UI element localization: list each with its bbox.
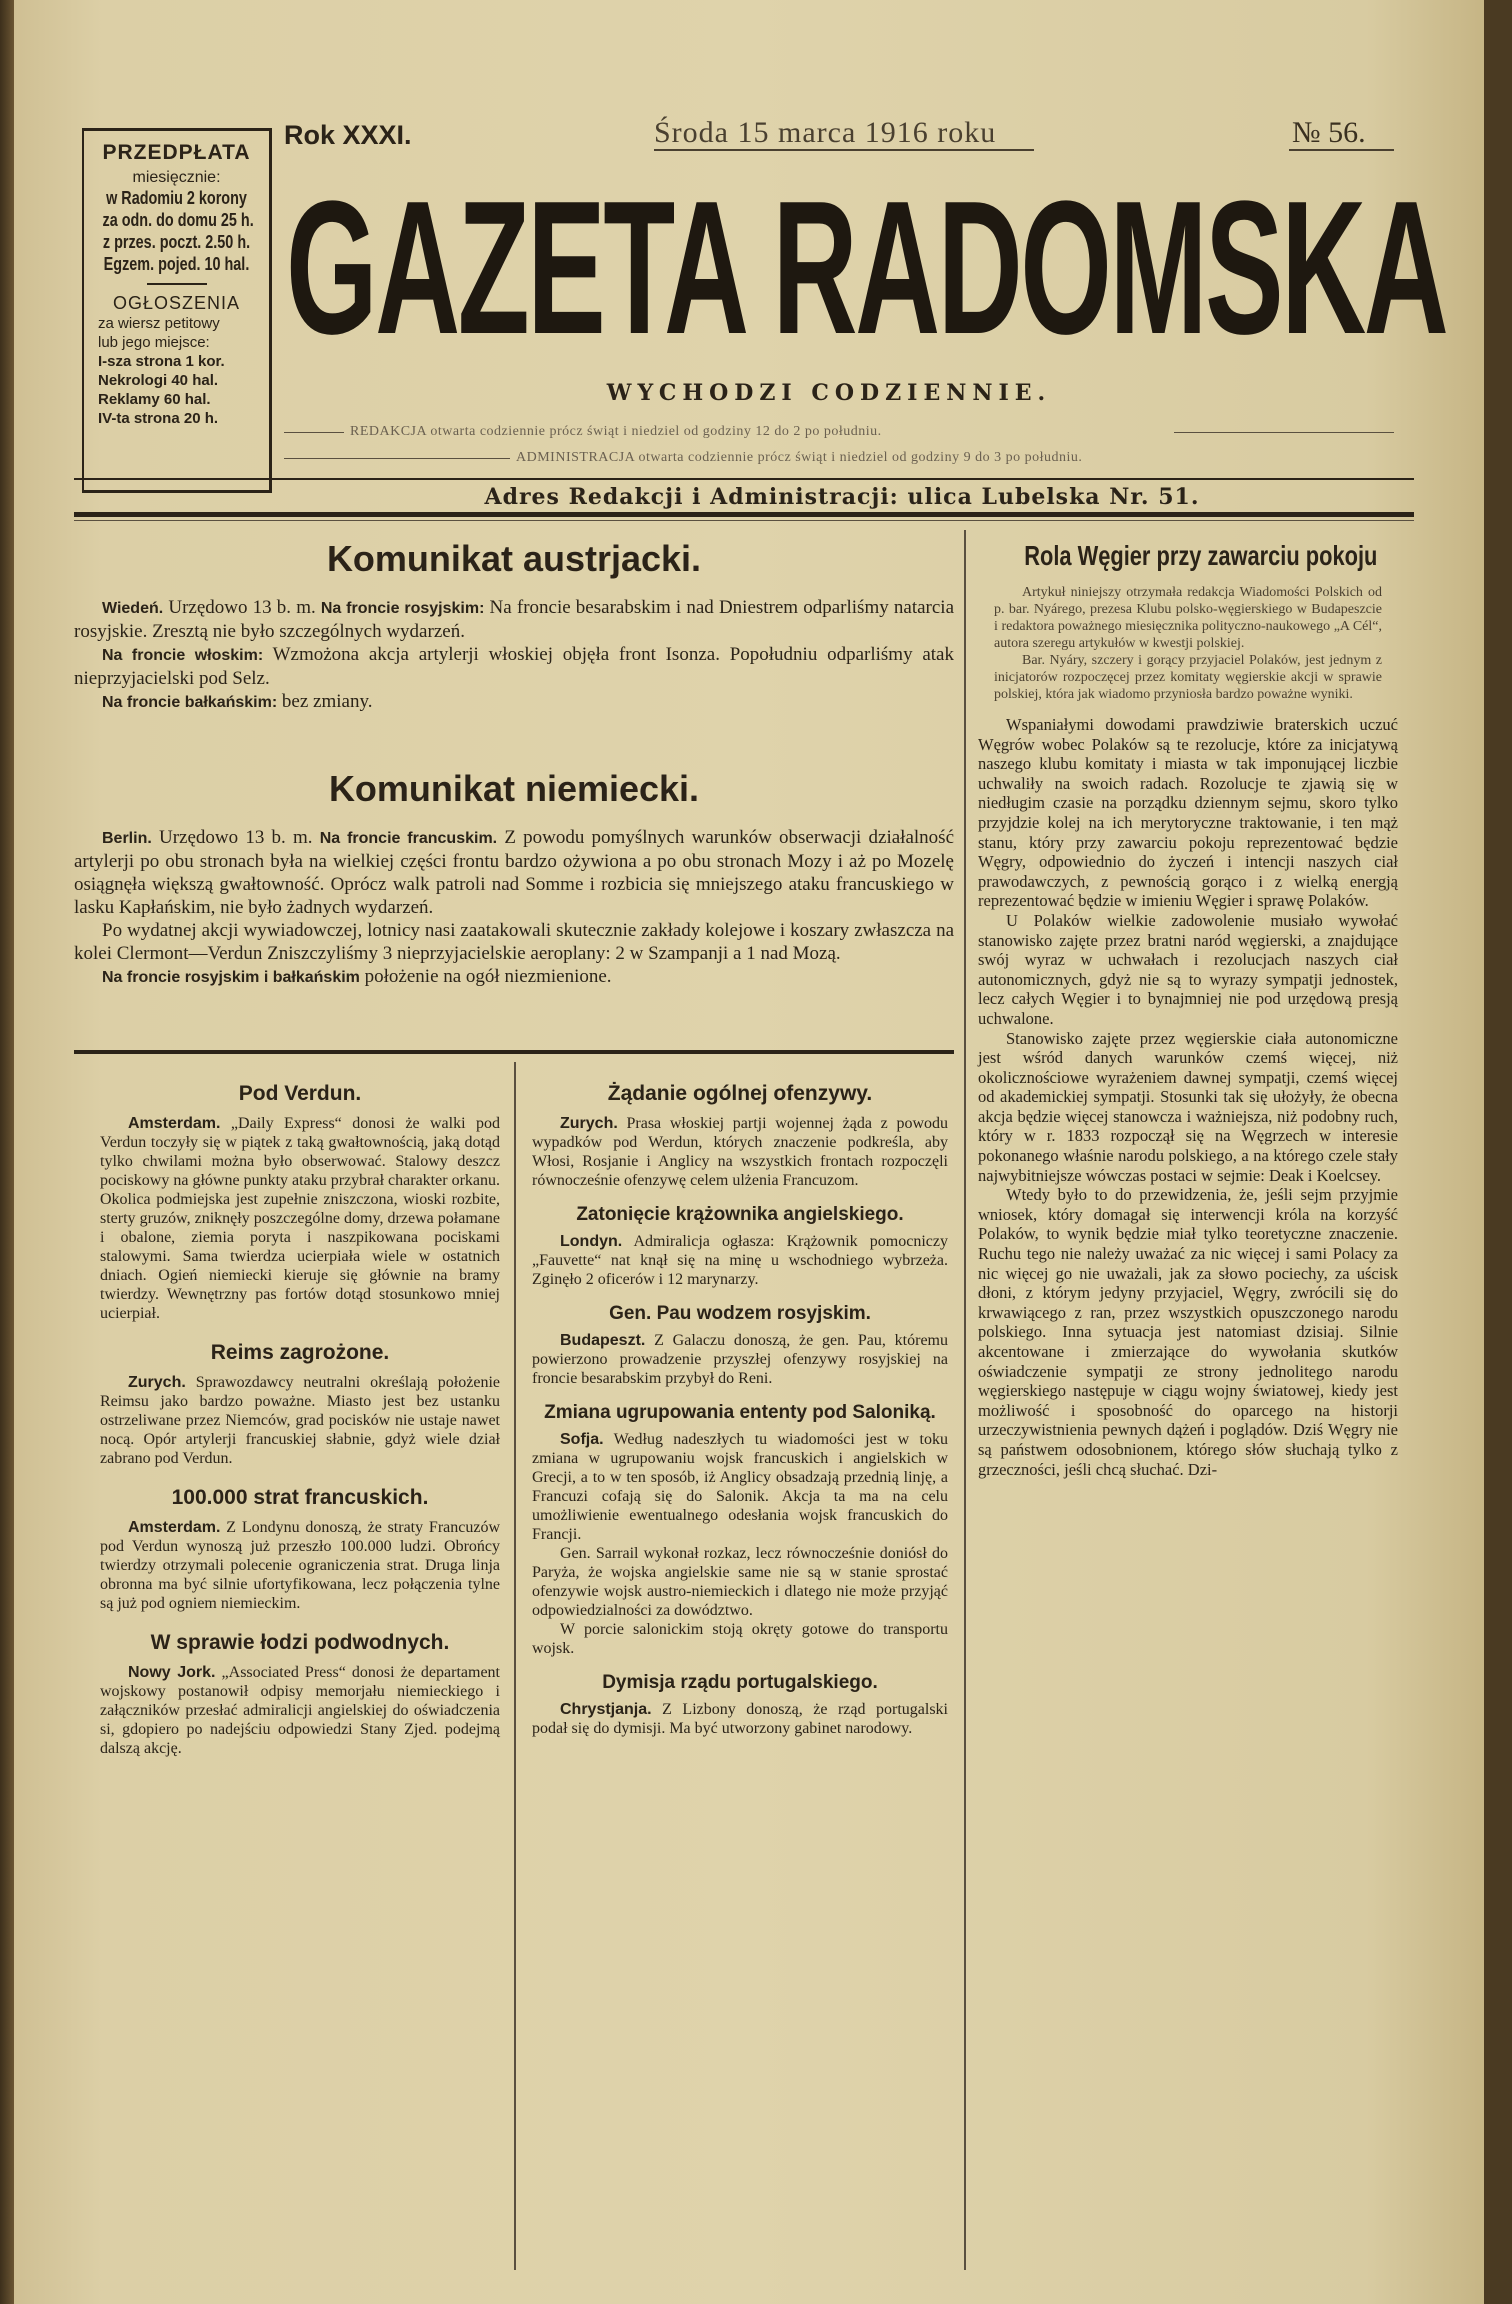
place-lead: Amsterdam. [128,1115,221,1132]
text: Sprawozdawcy neutralni określają położenie Reimsu jako bardzo poważne. Miasto jest bez ustanku ostrzeliwane przez Niemców, grad pocisków nie ustaje nawet nocą. Opór artylerji francuskiej słabnie, gdyż wiele dział zabrano pod Verdun. [100,1374,500,1467]
subscription-line: w Radomiu 2 korony [106,188,247,208]
text: Z Galaczu donoszą, że gen. Pau, któremu powierzono prowadzenie przyszłej ofenzywy rosyjskiej na froncie besarabskim przybył do Reni. [532,1332,948,1387]
ads-line: lub jego miejsce: [98,334,210,351]
issue-number: № 56. [1292,116,1366,149]
divider [74,478,1414,480]
article-body [532,1114,948,1190]
ads-line: IV-ta strona 20 h. [98,410,219,427]
text: Prasa włoskiej partji wojennej żąda z powodu wypadków pod Werdun, których znaczenie podkreśla, aby Włosi, Rosjanie i Anglicy na wszystkich frontach rozpoczęli równocześnie ofenzywę celem ulżenia Francuzom. [532,1115,948,1189]
tagline: WYCHODZI CODZIENNIE. [606,380,1052,406]
text: Według nadeszłych tu wiadomości jest w toku zmiana w ugrupowaniu wojsk francuskich i angielskich w Grecji, a to w ten sposób, iż Anglicy obsadzają przednią linję, a Francuzi cofają się do Salonik. Akcja ta ma na celu umożliwienie ewentualnego odesłania wojsk francuskich do Francji. [532,1431,948,1543]
date-underline [654,149,1034,151]
article-body [532,1430,948,1658]
article-title: W sprawie łodzi podwodnych. [150,1631,450,1654]
place-lead: Amsterdam. [128,1519,221,1536]
article-title: Zmiana ugrupowania ententy pod Saloniką. [544,1402,936,1423]
column-divider [964,530,966,2270]
place-lead: Budapeszt. [560,1332,646,1349]
article-title: Rola Węgier przy zawarciu pokoju [1024,540,1378,571]
paragraph: Artykuł niniejszy otrzymała redakcja Wiadomości Polskich od p. bar. Nyárego, prezesa Klubu polsko-węgierskiego w Budapeszcie i redaktora poważnego miesięcznika polityczno-naukowego „A Cél“, autora szeregu artykułów w kwestji polskiej. [994,585,1382,651]
subscription-subtitle: miesięcznie: [132,169,221,186]
place-lead: Londyn. [560,1233,623,1250]
place-lead: Wiedeń. [102,600,164,617]
front-label: Na froncie rosyjskim: [320,600,485,617]
paragraph: Wspaniałymi dowodami prawdziwie braterskich uczuć Węgrów wobec Polaków są te rezolucje, które za inicjatywą naszego klubu komitaty i miasta w tak imponującej liczbie uchwaliły na swoich radach. Rozolucje te zjawią się w niedługim czasie na porządku dziennym sejmu, skoro tylko przyjdzie kolej na ich merytoryczne traktowanie, i ten mąż stanu, który przy zawarciu pokoju reprezentować będzie Węgry, odpowiednio do życzeń i intencji naszych ciał prawodawczych, z pewnością gorąco i z wielką energją reprezentować będzie w imieniu Węgier i sprawę Polaków. [978,715,1398,911]
newspaper-page [14,0,1484,2304]
ads-line: Nekrologi 40 hal. [98,372,219,389]
paragraph: Wtedy było to do przewidzenia, że, jeśli sejm przyjmie wniosek, który domagał się interwencji króla na korzyść Polaków, to wynik będzie miał tylko teoretyczne znaczenie. Ruchu tego nie należy uważać za nic więcej i sami Polacy za nic więcej go nie uważali, jak za słowo pociechy, za uścisk dłoni, z którym jedyny przyjaciel, Węgry, zwrócili się do krwawiącego z ran, przez wszystkich opuszczonego narodu polskiego. Inna sytuacja jest natomiast dzisiaj. Silnie akcentowane i zmierzające do wywołania skutków oświadczenie sympatji ze strony jednolitego narodu węgierskiego następuje w ciągu wojny światowej, kiedy jest możliwość i sposobność do oparcego na historji urzeczywistnienia pewnych dążeń i poglądów. Dziś Węgry nie są państwem odosobnionem, którego słów słuchają tylko z grzeczności, jeśli chcą słuchać. Dzi- [978,1185,1398,1479]
text: Z Lizbony donoszą, że rząd portugalski podał się do dymisji. Ma być utworzony gabinet narodowy. [532,1701,948,1737]
article-body [532,1331,948,1388]
text: Na froncie besarabskim i nad Dniestrem odparliśmy natarcia rosyjskie. Zresztą nie było szczególnych wydarzeń. [74,597,954,642]
divider [284,432,344,433]
paragraph: W porcie salonickim stoją okręty gotowe do transportu wojsk. [532,1621,948,1657]
divider [284,458,510,459]
german-body [74,826,954,989]
front-label: Na froncie francuskim. [319,830,498,847]
place-lead: Nowy Jork. [128,1664,216,1681]
front-label: Na froncie włoskim: [102,647,264,664]
header-rule-thin [74,520,1414,521]
article-body [100,1114,500,1323]
subscription-box [82,128,272,493]
divider [1174,432,1394,433]
column-1 [100,1082,500,1758]
text: bez zmiany. [277,691,373,712]
redakcja-hours: REDAKCJA otwarta codziennie prócz świąt i niedziel od godziny 12 do 2 po południu. [350,424,882,439]
paragraph: U Polaków wielkie zadowolenie musiało wywołać stanowisko zajęte przez bratni naród węgierski, a znajdujące swój wyraz w uchwałach i rezolucjach naszych ciał autonomicznych, gdyż nie są to wyrazy sympatji jednostek, lecz całych Węgier i to bynajmniej nie pod urzędową presją uchwalone. [978,910,1398,1028]
administracja-hours: ADMINISTRACJA otwarta codziennie prócz świąt i niedziel od godziny 9 do 3 po południu. [516,450,1083,465]
masthead-title: GAZETA RADOMSKA [286,162,1447,374]
article-title: Gen. Pau wodzem rosyjskim. [609,1303,871,1324]
german-title: Komunikat niemiecki. [328,768,700,809]
address-line: Adres Redakcji i Administracji: ulica Lubelska Nr. 51. [484,484,1200,510]
paragraph: Bar. Nyáry, szczery i gorący przyjaciel Polaków, jest jednym z inicjatorów rozpoczęcej przez komitaty węgierskie akcji w sprawie polskiej, która jak wiadomo przyniosła bardzo poważne wyniki. [994,653,1382,702]
text: Admiralicja ogłasza: Krążownik pomocniczy „Fauvette“ nat knął się na minę u wschodniego wybrzeża. Zginęło 2 oficerów i 12 marynarzy. [532,1233,948,1288]
text: Po wydatnej akcji wywiadowczej, lotnicy nasi zaatakowali skutecznie zakłady kolejowe i koszary zwłaszcza na kolei Clermont—Verdun Zniszczyliśmy 3 nieprzyjacielskie aeroplany: 2 w Szampanji a 1 nad Mozą. [74,920,954,964]
place-lead: Berlin. [102,830,152,847]
paragraph: Gen. Sarrail wykonał rozkaz, lecz równocześnie doniósł do Paryża, że wojska angielskie same nie są w stanie sprostać ofenzywie wojsk austro-niemieckich i dlatego nie może przyjąć odpowiedzialności za dowództwo. [532,1545,948,1619]
austrian-title: Komunikat austrjacki. [326,538,702,579]
article-body [100,1518,500,1613]
column-3 [978,540,1398,1479]
header-rule [74,512,1414,517]
austrian-body [74,596,954,714]
article-title: Dymisja rządu portugalskiego. [602,1672,878,1693]
issue-year: Rok XXXI. [284,120,412,150]
divider [147,283,207,285]
text: położenie na ogół niezmienione. [359,966,612,987]
ads-line: za wiersz petitowy [98,315,220,332]
number-underline [1289,149,1394,151]
place-lead: Zurych. [128,1374,186,1391]
text: Urzędowo 13 b. m. [163,597,321,618]
subscription-line: za odn. do domu 25 h. [102,210,254,230]
article-title: Żądanie ogólnej ofenzywy. [607,1082,873,1105]
text: Z Londynu donoszą, że straty Francuzów pod Verdun wynoszą już przeszło 100.000 ludzi. Obrońcy twierdzy otrzymali polecenie ograniczenia strat. Druga linja obronna ma być silnie ufortyfikowana, lecz połączenia tylne są już pod ogniem niemieckim. [100,1519,500,1612]
front-label: Na froncie bałkańskim: [102,694,278,711]
subscription-title: PRZEDPŁATA [102,141,251,164]
ads-line: Reklamy 60 hal. [98,391,211,408]
text: „Associated Press“ donosi że departament wojskowy postanowił odpisy memorjału niemieckiego i załączników przesłać admiralicji angielskiej do oświadczenia si, gdopiero po nadejściu odpowiedzi Stany Zjed. podejmą dalszą akcję. [100,1664,501,1757]
ads-title: OGŁOSZENIA [112,293,241,313]
article-title: Zatonięcie krążownika angielskiego. [576,1204,904,1225]
article-intro [978,584,1398,703]
front-label: Na froncie rosyjskim i bałkańskim [102,969,360,986]
issue-date: Środa 15 marca 1916 roku [654,116,997,149]
text: Z powodu pomyślnych warunków obserwacji działalność artylerji po obu stronach była na wielkiej części frontu bardzo ożywiona a po obu stronach Mozy i aż po Mozelę osiągnęła większą gwałtowność. Oprócz walk patroli nad Somme i rozbicia się mniejszego ataku francuskiego w lasku Kapłańskim, nie było żadnych wydarzeń. [74,827,954,918]
article-title: Pod Verdun. [238,1082,362,1105]
article-body [978,715,1398,1479]
text: „Daily Express“ donosi że walki pod Verdun toczyły się w piątek z taką gwałtownością, jaką dotąd tylko chwilami można było obserwować. Stalowy deszcz pociskowy na główne punkty ataku przybrał charakter orkanu. Okolica podmiejska jest zupełnie zniszczona, wioski rozbite, sterty gruzów, zniknęły poszczególne domy, drzewa połamane i obalone, ziemia poryta i naszpikowana pociskami stalowymi. Sama twierdza ucierpiała wiele w ostatnich dniach. Ogień niemiecki kieruje się głównie na bramy twierdzy. Wewnętrzny pas fortów dotąd stosunkowo mniej ucierpiał. [100,1115,500,1322]
article-body [532,1232,948,1289]
text: Urzędowo 13 b. m. [151,827,320,848]
section-rule [74,1050,954,1054]
page-edge [0,0,14,2304]
place-lead: Chrystjanja. [560,1701,652,1718]
ads-line: I-sza strona 1 kor. [98,353,225,370]
column-2 [532,1082,948,1738]
paragraph: Stanowisko zajęte przez węgierskie ciała autonomiczne jest wśród danych warunków czemś więcej, niż okolicznościowe wyrażeniem dawnej sympatji, czemś więcej od akademickiej sympatji. Stosunki tak się ułożyły, że obecna akcja będzie więcej stanowcza i ważniejsza, niż podobny ruch, który w r. 1833 rozpoczął się na Węgrzech w interesie pokonanego właśnie narodu polskiego, a na którego czele stały najwybitniejsze wówczas postaci w sejmie: Deak i Koelcsey. [978,1028,1398,1185]
article-body [532,1700,948,1738]
article-title: 100.000 strat francuskich. [171,1486,429,1509]
place-lead: Sofja. [560,1431,604,1448]
subscription-line: z przes. poczt. 2.50 h. [102,232,251,252]
text: Wzmożona akcja artylerji włoskiej objęła front Isonza. Popołudniu odparliśmy atak nieprzyjacielski pod Selz. [74,644,954,689]
place-lead: Zurych. [560,1115,618,1132]
article-body [100,1663,500,1758]
subscription-line: Egzem. pojed. 10 hal. [103,254,250,274]
column-divider [514,1062,516,2270]
article-title: Reims zagrożone. [210,1341,390,1364]
article-body [100,1373,500,1468]
